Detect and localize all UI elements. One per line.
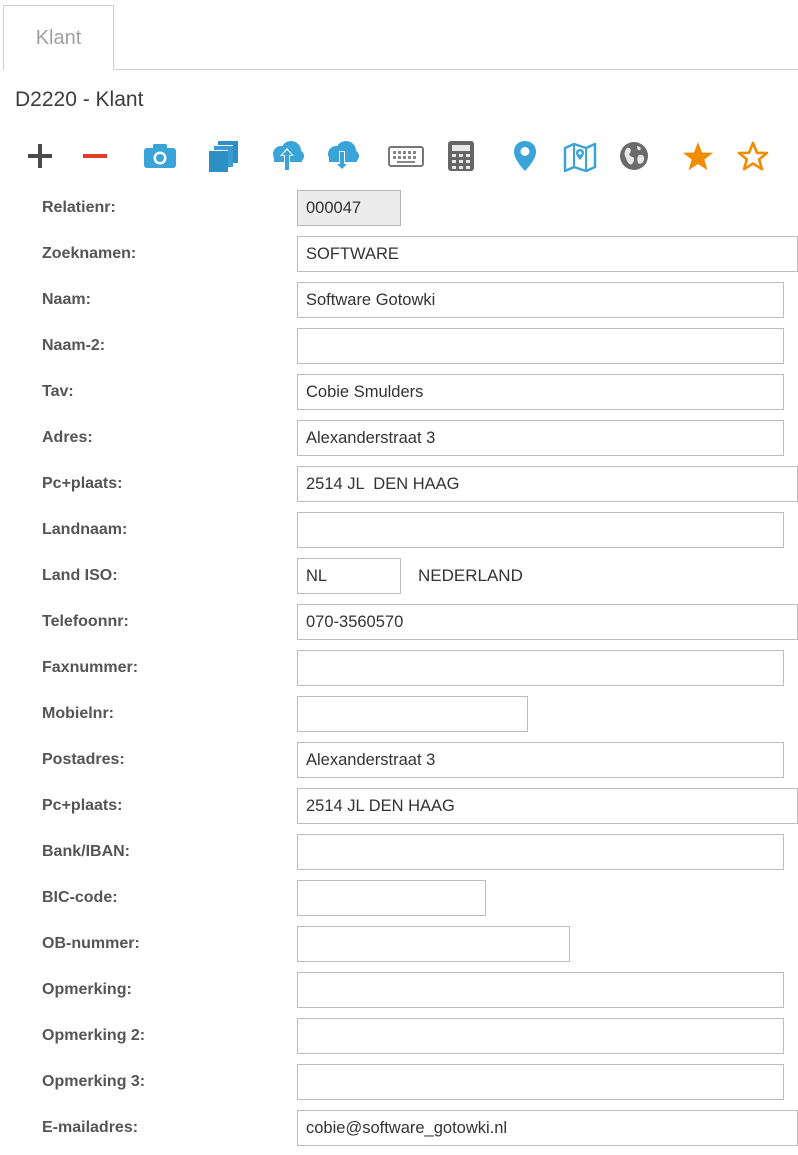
postadres-label: Postadres: xyxy=(42,751,125,768)
faxnummer-field[interactable] xyxy=(297,650,784,686)
download-button[interactable] xyxy=(322,135,362,177)
star-filled-icon xyxy=(681,140,715,172)
unfavorite-button[interactable] xyxy=(733,135,773,177)
row-adres xyxy=(0,415,798,461)
row-opmerking-2 xyxy=(0,1013,798,1059)
minus-icon xyxy=(80,141,110,171)
map-pin-icon xyxy=(512,139,538,173)
pc-plaats-label: Pc+plaats: xyxy=(42,475,123,492)
adres-field[interactable] xyxy=(297,420,784,456)
row-mobielnr xyxy=(0,691,798,737)
row-naam xyxy=(0,277,798,323)
relatienr-label: Relatienr: xyxy=(42,199,116,216)
opmerking-field[interactable] xyxy=(297,972,784,1008)
tab-bar xyxy=(0,0,798,70)
globe-icon xyxy=(618,140,650,172)
opmerking-3-label: Opmerking 3: xyxy=(42,1073,146,1090)
telefoonnr-field[interactable] xyxy=(297,604,798,640)
landnaam-label: Landnaam: xyxy=(42,521,128,538)
camera-button[interactable] xyxy=(140,135,180,177)
naam-2-field[interactable] xyxy=(297,328,784,364)
row-land-iso xyxy=(0,553,798,599)
copy-button[interactable] xyxy=(203,135,243,177)
calculator-icon xyxy=(446,140,476,172)
keyboard-icon xyxy=(387,142,425,170)
row-e-mailadres xyxy=(0,1105,798,1151)
tav-label: Tav: xyxy=(42,383,74,400)
opmerking-2-field[interactable] xyxy=(297,1018,784,1054)
copy-icon xyxy=(205,139,241,173)
bic-code-field[interactable] xyxy=(297,880,486,916)
row-opmerking-3 xyxy=(0,1059,798,1105)
plus-icon xyxy=(25,141,55,171)
telefoonnr-label: Telefoonnr: xyxy=(42,613,129,630)
relatienr-field xyxy=(297,190,401,226)
opmerking-label: Opmerking: xyxy=(42,981,132,998)
add-button[interactable] xyxy=(20,135,60,177)
map-icon xyxy=(562,140,598,172)
bic-code-label: BIC-code: xyxy=(42,889,118,906)
tab-klant[interactable]: Klant xyxy=(3,5,114,70)
camera-icon xyxy=(142,141,178,171)
page-title: D2220 - Klant xyxy=(15,88,144,111)
adres-label: Adres: xyxy=(42,429,93,446)
tab-bar-divider xyxy=(115,69,798,70)
row-ob-nummer xyxy=(0,921,798,967)
post-pc-plaats-field[interactable] xyxy=(297,788,798,824)
row-bic-code xyxy=(0,875,798,921)
opmerking-2-label: Opmerking 2: xyxy=(42,1027,146,1044)
row-bank-iban xyxy=(0,829,798,875)
row-zoeknamen xyxy=(0,231,798,277)
row-telefoonnr xyxy=(0,599,798,645)
pc-plaats-field[interactable] xyxy=(297,466,798,502)
mobielnr-field[interactable] xyxy=(297,696,528,732)
opmerking-3-field[interactable] xyxy=(297,1064,784,1100)
naam-2-label: Naam-2: xyxy=(42,337,106,354)
faxnummer-label: Faxnummer: xyxy=(42,659,139,676)
keyboard-button[interactable] xyxy=(386,135,426,177)
row-post-pc-plaats xyxy=(0,783,798,829)
post-pc-plaats-label: Pc+plaats: xyxy=(42,797,123,814)
country-name: NEDERLAND xyxy=(418,566,523,585)
row-opmerking xyxy=(0,967,798,1013)
naam-field[interactable] xyxy=(297,282,784,318)
mobielnr-label: Mobielnr: xyxy=(42,705,114,722)
row-tav xyxy=(0,369,798,415)
e-mailadres-label: E-mailadres: xyxy=(42,1119,139,1136)
landnaam-field[interactable] xyxy=(297,512,784,548)
location-button[interactable] xyxy=(505,135,545,177)
row-faxnummer xyxy=(0,645,798,691)
cloud-upload-icon xyxy=(268,139,306,173)
naam-label: Naam: xyxy=(42,291,91,308)
row-pc-plaats xyxy=(0,461,798,507)
ob-nummer-field[interactable] xyxy=(297,926,570,962)
ob-nummer-label: OB-nummer: xyxy=(42,935,140,952)
globe-button[interactable] xyxy=(614,135,654,177)
zoeknamen-field[interactable] xyxy=(297,236,798,272)
row-postadres xyxy=(0,737,798,783)
tav-field[interactable] xyxy=(297,374,784,410)
e-mailadres-field[interactable] xyxy=(297,1110,798,1146)
zoeknamen-label: Zoeknamen: xyxy=(42,245,137,262)
delete-button[interactable] xyxy=(75,135,115,177)
toolbar xyxy=(0,135,798,180)
cloud-download-icon xyxy=(323,139,361,173)
row-relatienr xyxy=(0,185,798,231)
calculator-button[interactable] xyxy=(441,135,481,177)
star-outline-icon xyxy=(736,140,770,172)
upload-button[interactable] xyxy=(267,135,307,177)
row-landnaam xyxy=(0,507,798,553)
bank-iban-label: Bank/IBAN: xyxy=(42,843,131,860)
favorite-button[interactable] xyxy=(678,135,718,177)
land-iso-field[interactable] xyxy=(297,558,401,594)
map-button[interactable] xyxy=(560,135,600,177)
row-naam-2 xyxy=(0,323,798,369)
postadres-field[interactable] xyxy=(297,742,784,778)
bank-iban-field[interactable] xyxy=(297,834,784,870)
land-iso-label: Land ISO: xyxy=(42,567,118,584)
